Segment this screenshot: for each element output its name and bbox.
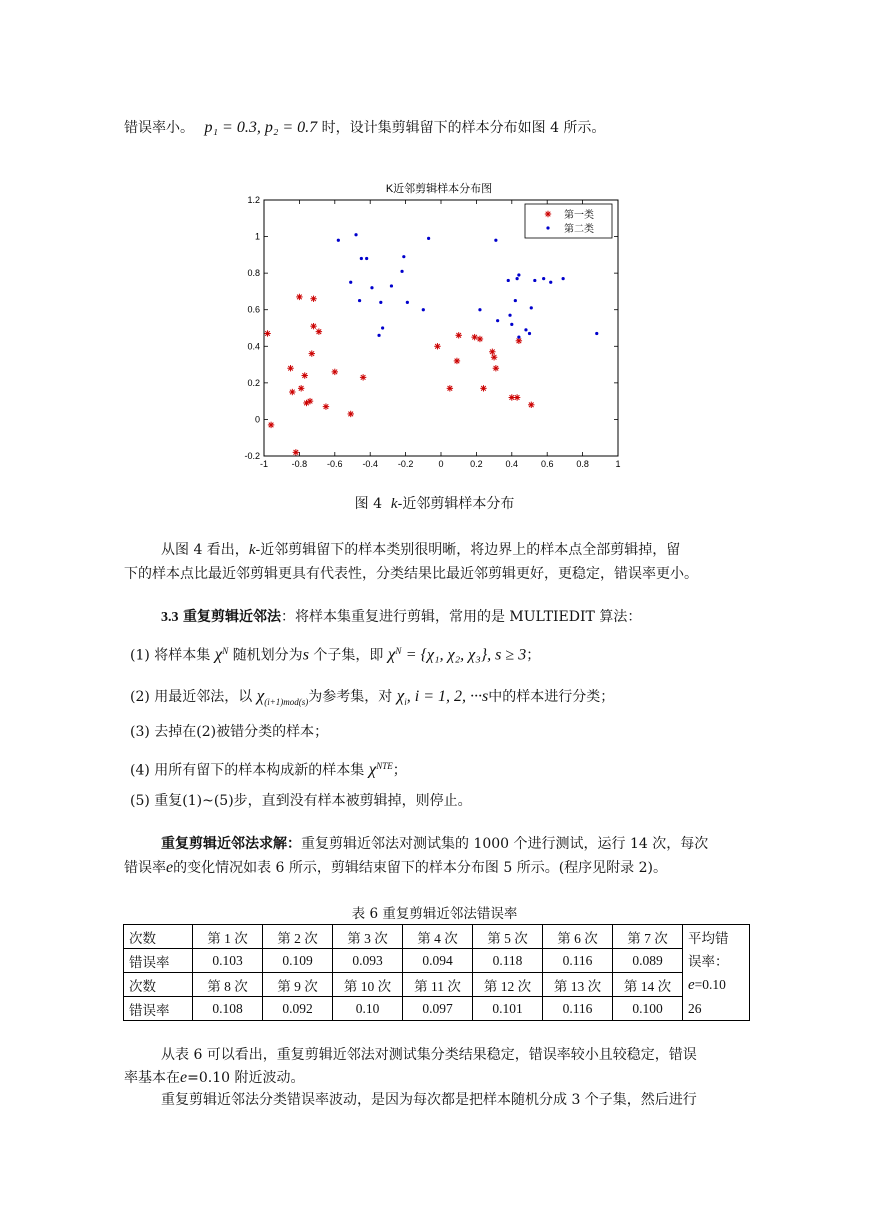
data-point-class-1	[332, 369, 338, 375]
data-point-class-2	[542, 277, 545, 280]
data-point-class-1	[447, 385, 453, 391]
x-tick-label: 0.6	[540, 459, 554, 469]
data-point-class-1	[309, 350, 315, 356]
x-tick-label: 0.4	[505, 459, 519, 469]
step-2-chi-2: χ	[396, 686, 405, 705]
solution-line-1	[161, 834, 708, 854]
data-point-class-2	[524, 328, 527, 331]
data-point-class-1	[456, 332, 462, 338]
table-cell: 第 6 次	[543, 925, 613, 949]
data-point-class-1	[302, 372, 308, 378]
x-tick-label: -1	[259, 459, 269, 469]
data-point-class-1	[293, 449, 299, 455]
data-point-class-2	[390, 284, 393, 287]
table-cell: 0.108	[193, 997, 263, 1021]
average-label-1: 平均错	[688, 931, 729, 946]
table-cell: 错误率	[124, 997, 193, 1021]
conclusion-text-2b: =0.10 附近波动。	[187, 1070, 305, 1086]
conclusion-line-1: 从表 6 可以看出，重复剪辑近邻法对测试集分类结果稳定，错误率较小且较稳定，错误	[161, 1047, 697, 1063]
step-4-sup: NTE	[376, 761, 393, 771]
table-cell: 0.092	[263, 997, 333, 1021]
data-point-class-1	[323, 403, 329, 409]
data-point-class-2	[595, 332, 598, 335]
analysis-line-1	[161, 540, 680, 560]
intro-prefix: 错误率小。	[124, 120, 194, 136]
analysis-k: k	[248, 542, 256, 558]
legend-marker-star	[545, 211, 551, 217]
table-cell: 第 14 次	[613, 973, 683, 997]
step-2	[130, 686, 614, 712]
step-1-chi: χ	[214, 644, 223, 664]
figure-caption	[0, 493, 869, 513]
data-point-class-2	[337, 239, 340, 242]
step-2-formula: , i = 1, 2, ···s	[406, 688, 489, 705]
x-tick-label: -0.6	[327, 459, 343, 469]
table-cell: 0.094	[403, 949, 473, 973]
step-1-s: s	[302, 646, 309, 664]
solution-text-2b: 的变化情况如表 6 所示，剪辑结束留下的样本分布图 5 所示。(程序见附录 2)。	[173, 860, 668, 876]
data-point-class-1	[528, 402, 534, 408]
table-cell: 0.093	[333, 949, 403, 973]
data-point-class-1	[360, 374, 366, 380]
step-3: (3) 去掉在(2)被错分类的样本；	[130, 724, 329, 740]
intro-suffix: 时，设计集剪辑留下的样本分布如图 4 所示。	[321, 120, 606, 136]
intro-line	[124, 118, 605, 138]
step-1-sup: N	[222, 646, 229, 656]
legend-label: 第二类	[564, 224, 594, 235]
step-4-chi: χ	[368, 759, 377, 779]
data-point-class-1	[264, 330, 270, 336]
table-cell: 0.100	[613, 997, 683, 1021]
data-point-class-1	[289, 389, 295, 395]
section-text: ：将样本集重复进行剪辑，常用的是 MULTIEDIT 算法：	[280, 609, 642, 625]
data-point-class-2	[517, 336, 520, 339]
conclusion-line-2	[124, 1068, 304, 1088]
data-point-class-2	[381, 326, 384, 329]
data-point-class-2	[349, 281, 352, 284]
table-cell: 第 10 次	[333, 973, 403, 997]
average-label-2: 误率：	[688, 954, 729, 969]
x-tick-label: 1	[615, 459, 621, 469]
data-point-class-2	[508, 314, 511, 317]
y-tick-label: 0.8	[247, 268, 260, 279]
section-title: 重复剪辑近邻法	[182, 609, 281, 625]
table-cell: 错误率	[124, 949, 193, 973]
data-point-class-2	[402, 255, 405, 258]
step-1	[130, 641, 540, 666]
step-5: (5) 重复(1)~(5)步，直到没有样本被剪辑掉，则停止。	[130, 793, 472, 809]
data-point-class-2	[360, 257, 363, 260]
table-cell: 次数	[124, 925, 193, 949]
average-error-cell	[683, 925, 750, 1021]
legend-label: 第一类	[564, 210, 594, 221]
conclusion-text-2a: 率基本在	[124, 1070, 180, 1086]
data-point-class-1	[489, 349, 495, 355]
data-point-class-2	[549, 281, 552, 284]
data-point-class-1	[310, 296, 316, 302]
table-cell: 第 4 次	[403, 925, 473, 949]
table-cell: 第 11 次	[403, 973, 473, 997]
step-2-a: (2) 用最近邻法，以	[130, 689, 253, 705]
x-tick-label: -0.2	[397, 459, 414, 469]
legend	[525, 204, 612, 238]
table-cell: 第 12 次	[473, 973, 543, 997]
average-value-2: 26	[688, 1001, 702, 1016]
table-cell: 第 1 次	[193, 925, 263, 949]
data-point-class-1	[514, 394, 520, 400]
data-point-class-2	[533, 279, 536, 282]
table-row	[124, 997, 750, 1021]
data-point-class-1	[454, 358, 460, 364]
table-cell: 0.097	[403, 997, 473, 1021]
step-1-formula: = {χ₁, χ₂, χ₃}, s ≥ 3	[405, 646, 527, 664]
solution-line-2	[124, 858, 667, 878]
table-cell: 第 8 次	[193, 973, 263, 997]
data-point-class-2	[400, 270, 403, 273]
step-1-chi-2: χ	[387, 644, 396, 664]
average-value-1: =0.10	[694, 977, 726, 992]
figure-k: k	[390, 496, 398, 512]
solution-text-2a: 错误率	[124, 860, 166, 876]
data-point-class-2	[365, 257, 368, 260]
solution-e: e	[166, 859, 174, 876]
chart-title: K近邻剪辑样本分布图	[385, 183, 493, 195]
step-4-end: ；	[392, 762, 407, 779]
step-1-c: 个子集，即	[313, 647, 384, 664]
data-point-class-2	[422, 308, 425, 311]
y-tick-label: 0.4	[247, 341, 260, 352]
table-cell: 0.116	[543, 949, 613, 973]
legend-marker-dot	[546, 226, 549, 229]
data-point-class-1	[307, 398, 313, 404]
analysis-text-b: -近邻剪辑留下的样本类别很明晰，将边界上的样本点全部剪辑掉，留	[255, 542, 681, 558]
scatter-chart-figure-4	[228, 178, 638, 470]
x-tick-label: 0.8	[576, 459, 589, 469]
table-cell: 0.101	[473, 997, 543, 1021]
table-cell: 第 13 次	[543, 973, 613, 997]
solution-bold: 重复剪辑近邻法求解：	[161, 836, 301, 852]
data-point-class-2	[358, 299, 361, 302]
data-point-class-2	[370, 286, 373, 289]
table-cell: 第 3 次	[333, 925, 403, 949]
table-row	[124, 973, 750, 997]
solution-text-1: 重复剪辑近邻法对测试集的 1000 个进行测试，运行 14 次，每次	[301, 836, 709, 852]
data-point-class-1	[434, 343, 440, 349]
step-2-sub: (i+1)mod(s)	[264, 696, 309, 707]
data-point-class-2	[377, 334, 380, 337]
table-6-caption: 表 6 重复剪辑近邻法错误率	[351, 906, 518, 922]
x-tick-label: -0.4	[362, 459, 378, 469]
table-cell: 0.116	[543, 997, 613, 1021]
table-cell: 第 5 次	[473, 925, 543, 949]
data-point-class-1	[348, 411, 354, 417]
data-point-class-2	[478, 308, 481, 311]
table-6	[123, 924, 750, 1021]
data-point-class-1	[310, 323, 316, 329]
data-point-class-2	[562, 277, 565, 280]
x-tick-label: 0.2	[470, 459, 483, 469]
data-point-class-1	[287, 365, 293, 371]
data-point-class-1	[268, 422, 274, 428]
data-point-class-1	[480, 385, 486, 391]
table-cell: 第 2 次	[263, 925, 333, 949]
y-tick-label: 1.2	[247, 195, 260, 205]
data-point-class-2	[406, 301, 409, 304]
y-tick-label: -0.2	[244, 451, 260, 461]
data-point-class-2	[510, 323, 513, 326]
figure-caption-text: -近邻剪辑样本分布	[397, 496, 515, 512]
step-1-end: ；	[526, 647, 541, 664]
step-1-sup-2: N	[395, 646, 402, 656]
data-point-class-1	[493, 365, 499, 371]
conclusion-e: e	[180, 1069, 188, 1086]
data-point-class-1	[298, 385, 304, 391]
data-point-class-2	[496, 319, 499, 322]
y-tick-label: 0	[254, 414, 260, 425]
table-row	[124, 925, 750, 949]
table-cell: 0.089	[613, 949, 683, 973]
figure-number: 图 4	[354, 496, 383, 512]
step-1-a: (1) 将样本集	[130, 647, 211, 664]
analysis-text-a: 从图 4 看出，	[161, 542, 249, 558]
table-cell: 0.10	[333, 997, 403, 1021]
data-point-class-2	[516, 277, 519, 280]
data-point-class-2	[379, 301, 382, 304]
data-point-class-2	[517, 273, 520, 276]
data-point-class-2	[514, 299, 517, 302]
table-cell: 0.109	[263, 949, 333, 973]
step-2-chi: χ	[256, 686, 265, 705]
section-number: 3.3	[161, 610, 179, 625]
step-4-a: (4) 用所有留下的样本构成新的样本集	[130, 762, 365, 779]
table-cell: 0.118	[473, 949, 543, 973]
data-point-class-1	[491, 354, 497, 360]
y-tick-label: 0.6	[247, 304, 260, 315]
table-cell: 第 9 次	[263, 973, 333, 997]
table-cell: 次数	[124, 973, 193, 997]
data-point-class-2	[354, 233, 357, 236]
step-4	[130, 756, 407, 781]
analysis-line-2: 下的样本点比最近邻剪辑更具有代表性，分类结果比最近邻剪辑更好，更稳定，错误率更小。	[124, 566, 698, 582]
data-point-class-2	[427, 237, 430, 240]
data-point-class-1	[316, 328, 322, 334]
data-point-class-2	[507, 279, 510, 282]
table-cell: 第 7 次	[613, 925, 683, 949]
y-tick-label: 0.2	[247, 377, 260, 388]
data-point-class-2	[494, 239, 497, 242]
x-tick-label: -0.8	[291, 459, 308, 469]
data-point-class-1	[477, 336, 483, 342]
data-point-class-2	[528, 332, 531, 335]
step-2-c: 中的样本进行分类；	[488, 689, 615, 705]
step-2-b: 为参考集，对	[308, 689, 393, 705]
intro-formula: p₁ = 0.3, p₂ = 0.7	[204, 119, 318, 136]
data-point-class-2	[530, 306, 533, 309]
table-cell: 0.103	[193, 949, 263, 973]
step-2-sub-2: i	[404, 696, 407, 707]
table-row	[124, 949, 750, 973]
x-tick-label: 0	[438, 459, 444, 469]
step-1-b: 随机划分为	[232, 647, 303, 664]
y-tick-label: 1	[254, 231, 260, 242]
conclusion-line-3: 重复剪辑近邻法分类错误率波动，是因为每次都是把样本随机分成 3 个子集，然后进行	[161, 1092, 697, 1108]
data-point-class-1	[296, 294, 302, 300]
section-3-3	[161, 607, 641, 628]
average-e: e	[688, 977, 695, 993]
